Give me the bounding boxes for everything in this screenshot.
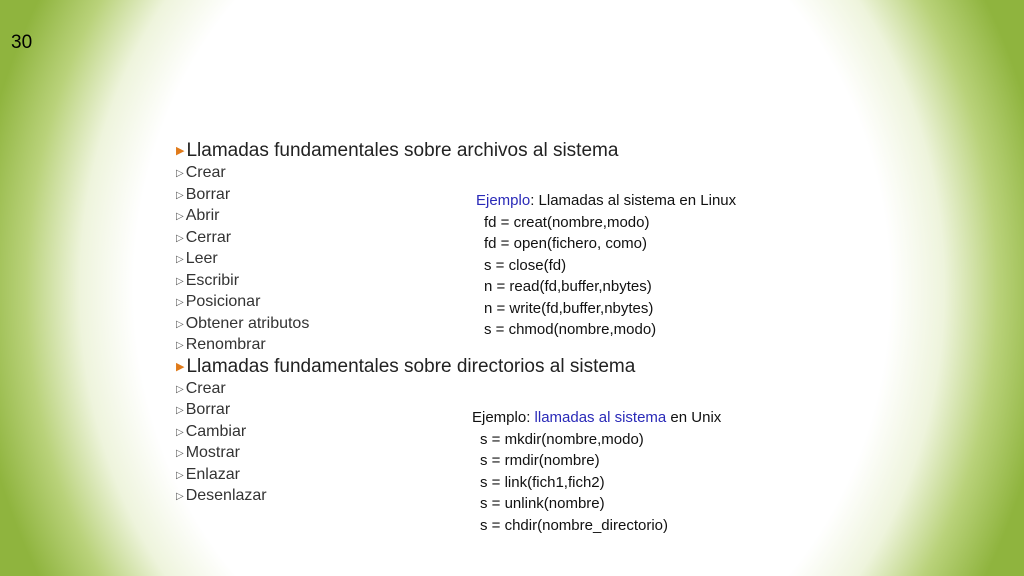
list-item-label: Borrar xyxy=(185,185,231,203)
example-linux-heading xyxy=(476,190,736,212)
example-linux-box xyxy=(476,190,736,341)
outline-triangle-icon: ▷ xyxy=(176,297,184,308)
list-item-label: Obtener atributos xyxy=(185,314,310,332)
example-unix-heading xyxy=(472,407,721,429)
section-title-text: Llamadas fundamentales sobre archivos al sistema xyxy=(186,140,619,161)
list-item-label: Crear xyxy=(185,379,226,397)
triangle-bullet-icon: ▶ xyxy=(176,145,185,157)
outline-triangle-icon: ▷ xyxy=(176,275,184,287)
list-item-label: Renombrar xyxy=(185,336,266,353)
list-item-label: Crear xyxy=(185,164,226,181)
code-line: fd = creat(nombre,modo) xyxy=(484,213,650,231)
section-title-text: Llamadas fundamentales sobre directorios al sistema xyxy=(186,355,636,377)
outline-triangle-icon: ▷ xyxy=(176,491,184,502)
list-item-label: Escribir xyxy=(185,271,240,289)
slide-number: 30 xyxy=(11,32,33,53)
section-title-directories xyxy=(176,356,635,378)
triangle-bullet-icon: ▶ xyxy=(176,360,185,373)
list-item-label: Cerrar xyxy=(185,228,232,246)
example-title: : Llamadas al sistema en Linux xyxy=(530,192,737,209)
outline-triangle-icon: ▷ xyxy=(176,232,184,244)
example-suffix: en Unix xyxy=(666,409,722,426)
code-line: s = mkdir(nombre,modo) xyxy=(480,430,644,448)
list-item-label: Abrir xyxy=(185,207,220,224)
code-line: s = chdir(nombre_directorio) xyxy=(480,516,668,534)
code-line: s = rmdir(nombre) xyxy=(480,452,600,469)
list-item-label: Cambiar xyxy=(185,422,247,440)
code-line: s = chmod(nombre,modo) xyxy=(484,321,657,338)
list-item-label: Posicionar xyxy=(185,293,261,310)
code-line: n = write(fd,buffer,nbytes) xyxy=(484,299,654,317)
outline-triangle-icon: ▷ xyxy=(176,318,184,330)
list-item-label: Mostrar xyxy=(185,444,240,461)
list-item-label: Desenlazar xyxy=(185,487,267,504)
outline-triangle-icon: ▷ xyxy=(176,469,184,481)
example-highlight: llamadas al sistema xyxy=(534,409,667,426)
example-label: Ejemplo xyxy=(476,192,531,209)
example-prefix: Ejemplo: xyxy=(472,409,535,426)
list-item-label: Borrar xyxy=(185,401,231,418)
outline-triangle-icon: ▷ xyxy=(176,383,184,395)
outline-triangle-icon: ▷ xyxy=(176,426,184,438)
outline-triangle-icon: ▷ xyxy=(176,448,184,459)
code-line: n = read(fd,buffer,nbytes) xyxy=(484,278,652,295)
list-item xyxy=(176,378,635,400)
outline-triangle-icon: ▷ xyxy=(176,340,184,351)
code-line: s = close(fd) xyxy=(484,256,567,274)
outline-triangle-icon: ▷ xyxy=(176,254,184,265)
code-line: fd = open(fichero, como) xyxy=(484,235,648,252)
list-item xyxy=(176,162,635,184)
list-item-label: Leer xyxy=(185,250,218,267)
outline-triangle-icon: ▷ xyxy=(176,405,184,416)
outline-triangle-icon: ▷ xyxy=(176,168,184,179)
code-line: s = link(fich1,fich2) xyxy=(480,473,605,491)
outline-triangle-icon: ▷ xyxy=(176,189,184,201)
list-item-label: Enlazar xyxy=(185,465,240,483)
section-title-files xyxy=(176,140,635,162)
outline-triangle-icon: ▷ xyxy=(176,211,184,222)
code-line: s = unlink(nombre) xyxy=(480,495,605,512)
example-unix-box xyxy=(472,407,721,536)
